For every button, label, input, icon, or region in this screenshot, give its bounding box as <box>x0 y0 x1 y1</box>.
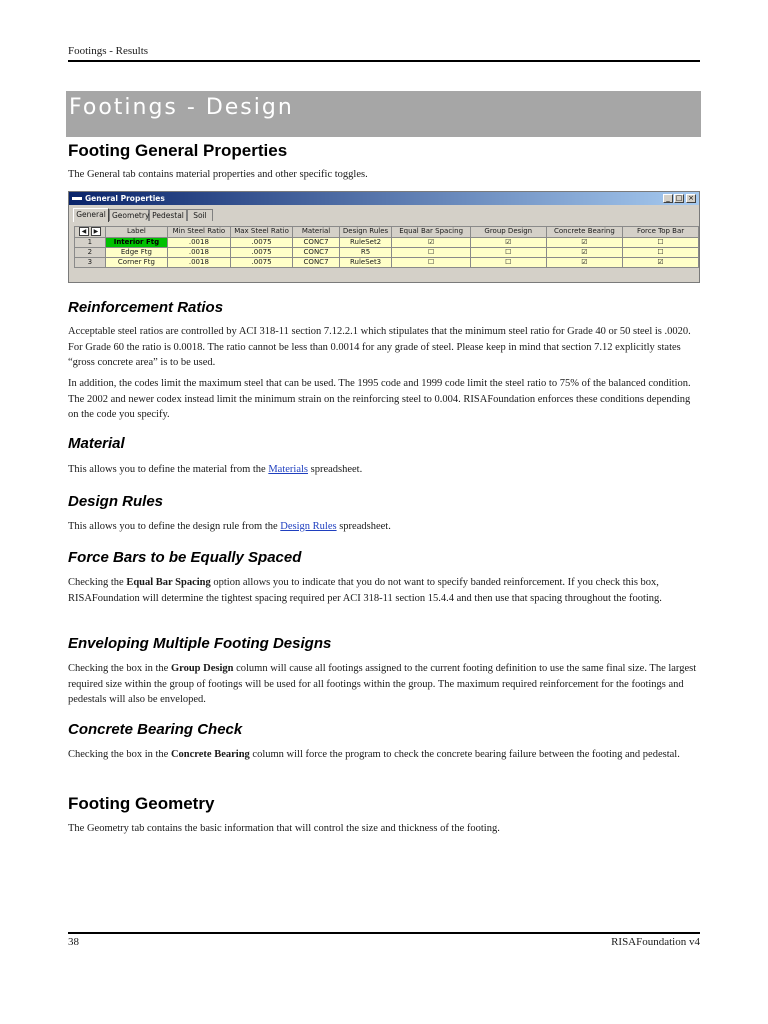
group-design-checkbox[interactable]: ☐ <box>470 247 546 257</box>
label-cell[interactable]: Corner Ftg <box>105 257 167 267</box>
heading-general-properties: Footing General Properties <box>68 141 288 160</box>
heading-enveloping: Enveloping Multiple Footing Designs <box>68 635 332 652</box>
design-rules-cell[interactable]: RuleSet3 <box>339 257 392 267</box>
concrete-bearing-paragraph <box>68 747 700 763</box>
maximize-button[interactable]: □ <box>675 194 683 202</box>
table-row <box>75 257 699 267</box>
design-rules-link[interactable]: Design Rules <box>280 521 337 532</box>
reinforcement-paragraph-2: In addition, the codes limit the maximum steel that can be used. The 1995 code and 1999 code limit the steel ratio to 75% of the balanced condition. The 2002 and newer codex instead limit the minimum strain on the reinforcing steel to 0.004. RISAFoundation enforces these conditions depending on the code you specify. <box>68 378 691 420</box>
equal-bar-spacing-checkbox[interactable]: ☑ <box>392 237 470 247</box>
close-button[interactable]: × <box>686 194 696 203</box>
material-cell[interactable]: CONC7 <box>293 257 339 267</box>
enveloping-paragraph <box>68 661 700 708</box>
table-header-row <box>75 227 699 238</box>
bottom-divider <box>68 932 700 934</box>
window-title: General Properties <box>85 194 165 203</box>
row-number[interactable]: 1 <box>75 237 106 247</box>
min-steel-cell[interactable]: .0018 <box>168 237 231 247</box>
group-design-checkbox[interactable]: ☐ <box>470 257 546 267</box>
equal-bar-spacing-checkbox[interactable]: ☐ <box>392 247 470 257</box>
max-steel-cell[interactable]: .0075 <box>230 257 293 267</box>
heading-force-bars: Force Bars to be Equally Spaced <box>68 549 302 566</box>
column-header[interactable]: Label <box>105 227 167 238</box>
heading-footing-geometry: Footing Geometry <box>68 794 215 813</box>
rules-text-after: spreadsheet. <box>336 521 391 532</box>
label-cell[interactable]: Interior Ftg <box>105 237 167 247</box>
heading-concrete-bearing: Concrete Bearing Check <box>68 721 243 738</box>
row-number[interactable]: 2 <box>75 247 106 257</box>
force-text-before: Checking the <box>68 577 127 588</box>
page-number: 38 <box>68 936 79 948</box>
material-cell[interactable]: CONC7 <box>293 247 339 257</box>
column-header[interactable]: Design Rules <box>339 227 392 238</box>
banner-title: Footings - Design <box>69 95 294 120</box>
min-steel-cell[interactable]: .0018 <box>168 257 231 267</box>
material-cell[interactable]: CONC7 <box>293 237 339 247</box>
material-text-after: spreadsheet. <box>307 464 363 475</box>
row-nav-header <box>75 227 106 238</box>
heading-reinforcement-ratios: Reinforcement Ratios <box>68 299 224 316</box>
column-header[interactable]: Group Design <box>470 227 546 238</box>
minimize-button[interactable]: _ <box>663 194 673 203</box>
general-intro-text: The General tab contains material properties and other specific toggles. <box>68 169 368 180</box>
force-top-bar-checkbox[interactable]: ☐ <box>623 247 699 257</box>
equal-bar-spacing-checkbox[interactable]: ☐ <box>392 257 470 267</box>
env-text-after: column will cause all footings assigned to the current footing definition to use the same final size. The largest required size within the group of footings will be used for all footings within the group. The maximum required reinforcement for the footings and pedestals will also be enveloped. <box>68 663 697 705</box>
row-number[interactable]: 3 <box>75 257 106 267</box>
next-arrow-icon[interactable]: ▶ <box>91 227 101 236</box>
env-text-bold: Group Design <box>170 663 234 674</box>
column-header[interactable]: Force Top Bar <box>623 227 699 238</box>
top-divider <box>68 60 700 62</box>
column-header[interactable]: Concrete Bearing <box>546 227 622 238</box>
heading-design-rules: Design Rules <box>68 493 164 510</box>
concrete-bearing-checkbox[interactable]: ☑ <box>546 247 622 257</box>
product-name: RISAFoundation v4 <box>611 936 700 948</box>
column-header[interactable]: Material <box>293 227 339 238</box>
label-cell[interactable]: Edge Ftg <box>105 247 167 257</box>
force-top-bar-checkbox[interactable]: ☐ <box>623 237 699 247</box>
tab-pedestal[interactable]: Pedestal <box>149 209 187 221</box>
rules-text-before: This allows you to define the design rule from the <box>68 521 281 532</box>
force-text-bold: Equal Bar Spacing <box>126 577 211 588</box>
running-head: Footings - Results <box>68 45 149 57</box>
material-text-before: This allows you to define the material from the <box>68 464 269 475</box>
max-steel-cell[interactable]: .0075 <box>230 247 293 257</box>
min-steel-cell[interactable]: .0018 <box>168 247 231 257</box>
bearing-text-before: Checking the box in the <box>68 749 171 760</box>
env-text-before: Checking the box in the <box>68 663 171 674</box>
concrete-bearing-checkbox[interactable]: ☑ <box>546 237 622 247</box>
properties-table <box>74 226 699 268</box>
prev-arrow-icon[interactable]: ◀ <box>79 227 89 236</box>
force-bars-paragraph <box>68 575 700 606</box>
bearing-text-bold: Concrete Bearing <box>170 749 250 760</box>
window-menu-icon[interactable] <box>72 197 82 200</box>
section-banner <box>66 91 701 137</box>
force-text-after: option allows you to indicate that you do not want to specify banded reinforcement. If you check this box, RISAFoundation will determine the tightest spacing required per ACI 318-11 section 15.4.4 and then use that spacing throughout the footing. <box>68 577 662 604</box>
max-steel-cell[interactable]: .0075 <box>230 237 293 247</box>
design-rules-cell[interactable]: RuleSet2 <box>339 237 392 247</box>
table-row <box>75 247 699 257</box>
window-titlebar <box>69 192 699 205</box>
force-top-bar-checkbox[interactable]: ☑ <box>623 257 699 267</box>
reinforcement-paragraph-1: Acceptable steel ratios are controlled by ACI 318-11 section 7.12.2.1 which stipulates that the minimum steel ratio for Grade 40 or 50 steel is .0020. For Grade 60 the ratio is 0.0018. The ratio cannot be less than 0.0014 for any grade of steel. Please keep in mind that section 7.12 explicitly states “gross concrete area” is to be used. <box>68 326 691 368</box>
design-rules-paragraph <box>68 519 700 535</box>
column-header[interactable]: Equal Bar Spacing <box>392 227 470 238</box>
heading-material: Material <box>68 435 125 452</box>
column-header[interactable]: Max Steel Ratio <box>230 227 293 238</box>
tab-general[interactable]: General <box>73 208 109 222</box>
material-paragraph <box>68 462 700 478</box>
design-rules-cell[interactable]: R5 <box>339 247 392 257</box>
bearing-text-after: column will force the program to check the concrete bearing failure between the footing and pedestal. <box>249 749 680 760</box>
column-header[interactable]: Min Steel Ratio <box>168 227 231 238</box>
concrete-bearing-checkbox[interactable]: ☑ <box>546 257 622 267</box>
tab-soil[interactable]: Soil <box>187 209 213 221</box>
general-properties-window <box>68 191 700 283</box>
group-design-checkbox[interactable]: ☑ <box>470 237 546 247</box>
materials-link[interactable]: Materials <box>268 464 308 475</box>
geometry-paragraph: The Geometry tab contains the basic information that will control the size and thickness of the footing. <box>68 823 500 834</box>
table-row <box>75 237 699 247</box>
tab-geometry[interactable]: Geometry <box>109 209 149 221</box>
